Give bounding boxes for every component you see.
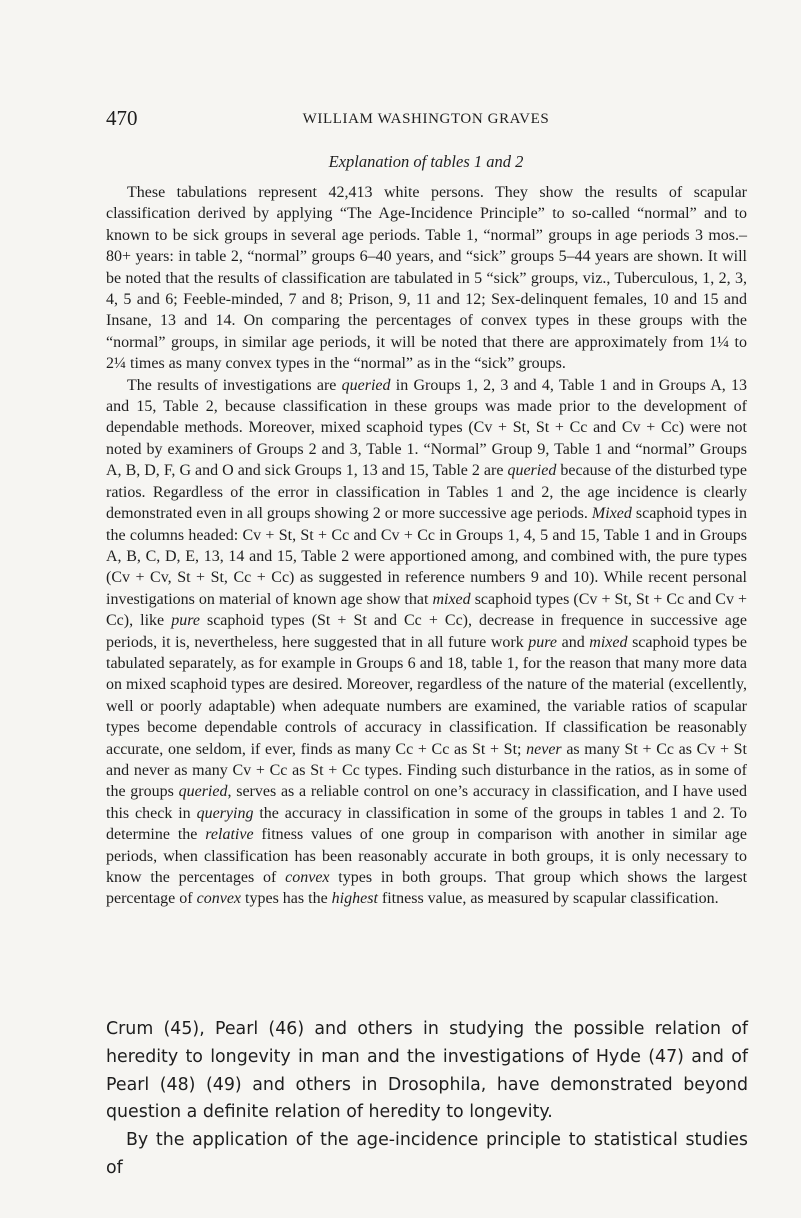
body-paragraph-2: By the application of the age-incidence principle to statistical studies of [106,1130,748,1178]
emphasis: Mixed [591,505,632,523]
body-paragraph-1: Crum (45), Pearl (46) and others in studying the possible relation of heredity to longevity in man and the investigations of Hyde (47) and of Pearl (48) (49) and others in Drosophila, have demonstrated beyond question a definite relation of heredity to longevity. [106,1019,748,1123]
emphasis: convex [285,869,330,886]
page-header [106,106,746,136]
running-head: WILLIAM WASHINGTON GRAVES [302,111,550,127]
emphasis: queried [507,462,557,480]
emphasis: pure [528,633,558,651]
emphasis: convex [196,890,242,908]
page-number: 470 [106,106,138,130]
emphasis: queried [341,376,391,394]
explanation-paragraph-2: The results of investigations are queried in Groups 1, 2, 3 and 4, Table 1 and in Groups A, 13 and 15, Table 2, because classification in these groups was made prior to the development of dependable methods. Moreover, mixed scaphoid types (Cv + St, St + Cc and Cv + Cc) were not noted by examiners of Groups 2 and 3, Table 1. “Normal” Group 9, Table 1 and “normal” Groups A, B, D, F, G and O and sick Groups 1, 13 and 15, Table 2 are queried because of the disturbed type ratios. Regardless of the error in classification in Tables 1 and 2, the age incidence is clearly demonstrated even in all groups showing 2 or more successive age periods. Mixed scaphoid types in the columns headed: Cv + St, St + Cc and Cv + Cc in Groups 1, 4, 5 and 15, Table 1 and in Groups A, B, C, D, E, 13, 14 and 15, Table 2 were apportioned among, and combined with, the pure types (Cv + Cv, St + St, Cc + Cc) as suggested in reference numbers 9 and 10). While recent personal investigations on material of known age show that mixed scaphoid types (Cv + St, St + Cc and Cv + Cc), like pure scaphoid types (St + St and Cc + Cc), decrease in frequence in successive age periods, it is, nevertheless, here suggested that in all future work pure and mixed scaphoid types be tabulated separately, as for example in Groups 6 and 18, table 1, for the reason that many more data on mixed scaphoid types are desired. Moreover, regardless of the nature of the material (excellently, well or poorly adaptable) when adequate numbers are examined, the variable ratios of scapular types become dependable controls of accuracy in classification. If classification be reasonably accurate, one seldom, if ever, finds as many Cc + Cc as St + St; never as many St + Cc as Cv + St and never as many Cv + Cc as St + Cc types. Finding such disturbance in the ratios, as in some of the groups queried, serves as a reliable control on one’s accuracy in classification, and I have used this check in querying the accuracy in classification in some of the groups in tables 1 and 2. To determine the relative fitness values of one group in comparison with another in similar age periods, when classification has been reasonably accurate in both groups, it is only necessary to know the percentages of convex types in both groups. That group which shows the largest percentage of convex types has the highest fitness value, as measured by scapular classification. [106,376,748,908]
emphasis: never [526,740,562,758]
tables-caption: Explanation of tables 1 and 2 [328,152,524,171]
explanation-text [106,182,747,910]
emphasis: relative [205,826,254,844]
emphasis: mixed [589,633,628,651]
emphasis: highest [331,890,378,908]
emphasis: pure [171,612,200,630]
body-text [106,1016,748,1183]
explanation-paragraph-1: These tabulations represent 42,413 white persons. They show the results of scapular classification derived by applying “The Age-Incidence Principle” to so-called “normal” and to known to be sick groups in several age periods. Table 1, “normal” groups in age periods 3 mos.–80+ years: in table 2, “normal” groups 6–40 years, and “sick” groups 5–44 years are shown. It will be noted that the results of classification are tabulated in 5 “sick” groups, viz., Tuberculous, 1, 2, 3, 4, 5 and 6; Feeble-minded, 7 and 8; Prison, 9, 11 and 12; Sex-delinquent females, 10 and 15 and Insane, 13 and 14. On comparing the percentages of convex types in these groups with the “normal” groups, in similar age periods, it will be noted that there are approximately from 1¼ to 2¼ times as many convex types in the “normal” as in the “sick” groups. [106,184,747,373]
emphasis: querying [196,804,254,822]
emphasis: mixed [432,590,471,608]
emphasis: queried [178,783,228,801]
